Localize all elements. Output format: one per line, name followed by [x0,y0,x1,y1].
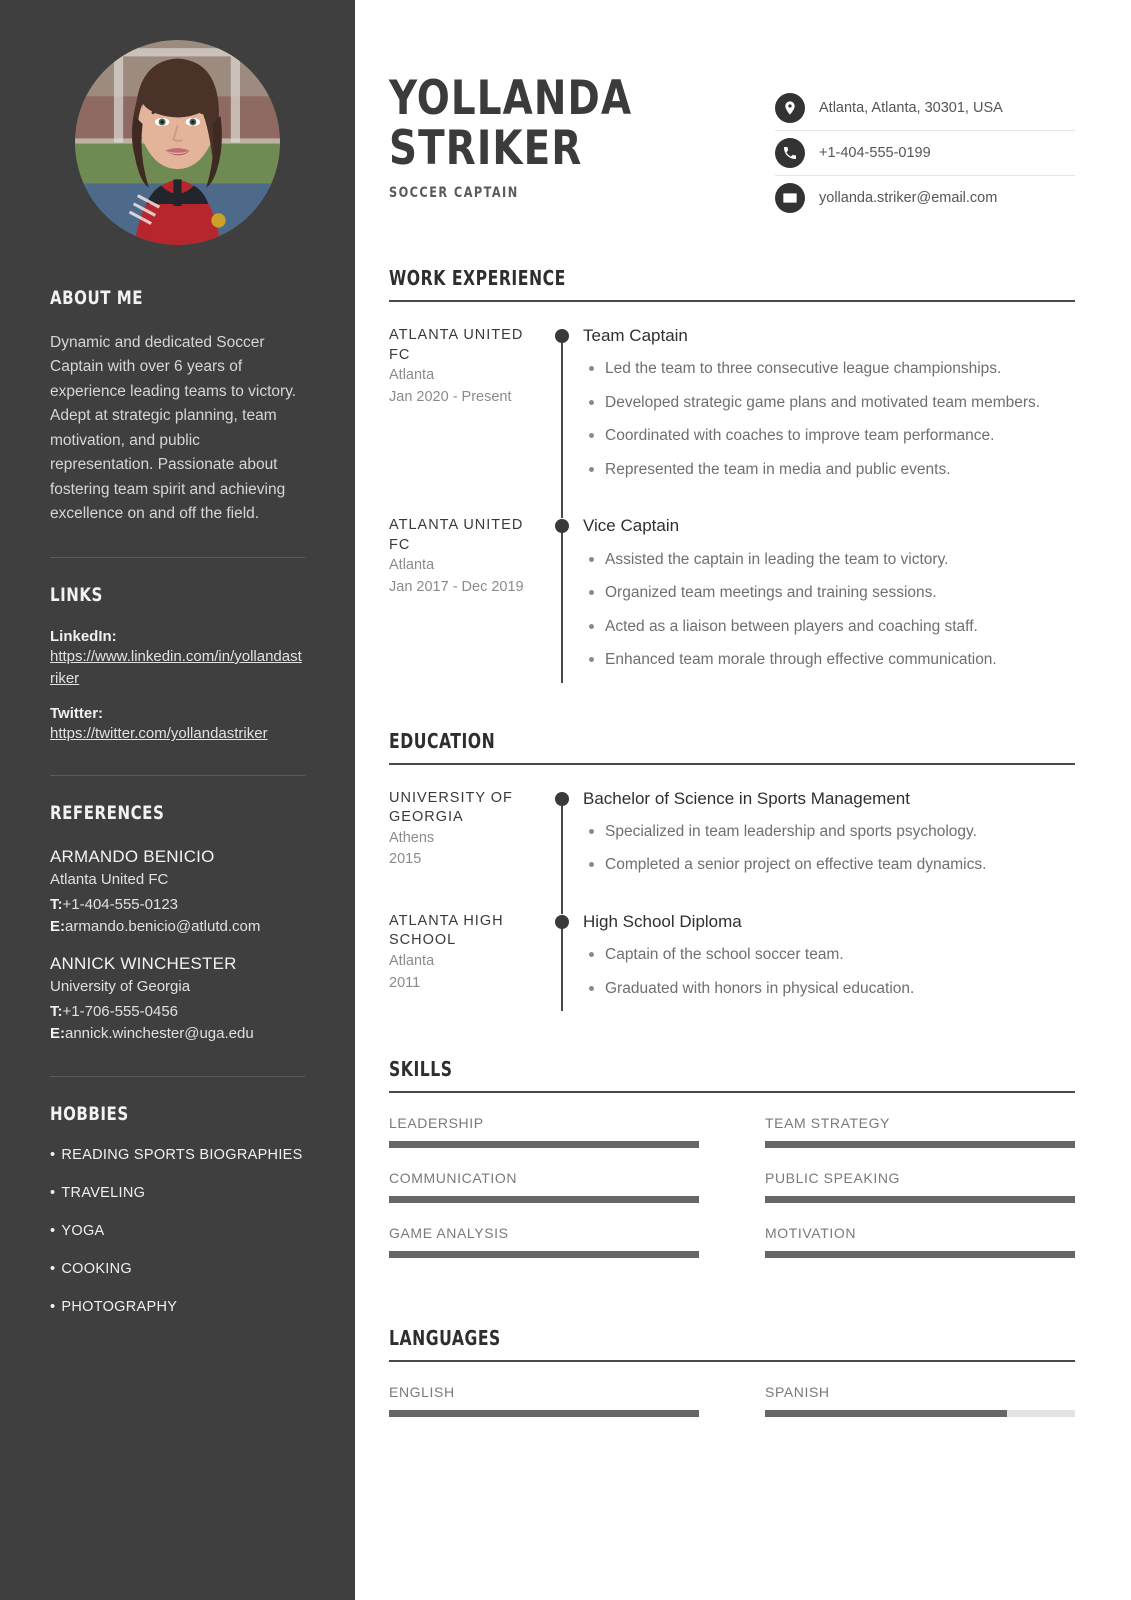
skill-fill [389,1141,699,1148]
education-entry [389,789,1075,888]
skill-fill [765,1141,1075,1148]
bullet-item: Represented the team in media and public events. [583,459,1075,481]
email-value: armando.benicio@atlutd.com [65,918,261,936]
hobby-label: YOGA [61,1222,105,1239]
divider [50,1076,305,1077]
link-item-linkedin [50,628,305,690]
hobby-label: COOKING [61,1260,132,1277]
email-label: E: [50,1025,65,1042]
hobby-item [50,1261,305,1277]
location-pin-icon [775,93,805,123]
hobby-item [50,1185,305,1201]
hobby-item [50,1147,305,1163]
about-text: Dynamic and dedicated Soccer Captain with over 6 years of experience leading teams to victory. Adept at strategic planning, team motivation, and public representation. Passionate about fostering team spirit and achieving excellence on and off the field. [50,334,297,523]
bullet-icon: • [50,1146,56,1163]
reference-org: University of Georgia [50,977,191,995]
last-name: STRIKER [389,121,583,177]
link-label: Twitter: [50,705,104,723]
bullet-item: Completed a senior project on effective team dynamics. [583,854,1075,876]
main-content [355,0,1131,1600]
education-org: ATLANTA HIGH SCHOOL [389,912,504,949]
work-entry-meta [389,516,549,682]
education-dates: 2015 [389,851,422,868]
work-org: ATLANTA UNITED FC [389,517,524,553]
resume-header [389,71,1075,220]
skill-track [765,1141,1075,1148]
languages-grid [389,1384,1075,1439]
phone-value: +1-404-555-0123 [62,895,179,913]
education-entry [389,912,1075,1011]
bullet-item: Acted as a liaison between players and coaching staff. [583,616,1075,638]
skill-track [765,1251,1075,1258]
divider [50,775,305,776]
reference-org: Atlanta United FC [50,871,169,889]
education-entry-body [577,789,1075,888]
language-track [389,1410,699,1417]
language-item [765,1384,1075,1417]
language-fill [389,1410,699,1417]
work-location: Atlanta [389,557,435,574]
phone-value: +1-706-555-0456 [62,1002,179,1020]
reference-name: ANNICK WINCHESTER [50,953,237,973]
bullet-icon: • [50,1298,56,1315]
skill-fill [765,1196,1075,1203]
work-bullets [583,549,1075,672]
hobby-item [50,1299,305,1315]
bullet-item: Organized team meetings and training sessions. [583,582,1075,604]
language-fill [765,1410,1007,1417]
hobby-label: PHOTOGRAPHY [61,1298,178,1315]
skill-label: COMMUNICATION [389,1170,518,1187]
education-title: Bachelor of Science in Sports Management [583,788,910,808]
skill-track [765,1196,1075,1203]
skill-label: TEAM STRATEGY [765,1115,890,1132]
about-heading: ABOUT ME [50,287,144,309]
bullet-item: Developed strategic game plans and motivated team members. [583,392,1075,414]
work-bullets [583,358,1075,481]
reference-phone [50,894,305,917]
timeline-line [561,334,563,518]
education-dates: 2011 [389,974,421,991]
section-rule [389,763,1075,765]
languages-section [389,1326,1075,1439]
skill-fill [389,1251,699,1258]
contact-phone [775,131,1075,176]
languages-heading: LANGUAGES [389,1326,501,1351]
skill-track [389,1141,699,1148]
bullet-item: Coordinated with coaches to improve team performance. [583,425,1075,447]
education-bullets [583,944,1075,1000]
reference-phone [50,1001,305,1024]
language-label: ENGLISH [389,1384,455,1401]
skill-label: PUBLIC SPEAKING [765,1170,901,1187]
avatar [75,40,280,245]
reference-email [50,1023,305,1046]
contact-address [775,86,1075,131]
education-location: Athens [389,829,435,846]
page-title [389,71,633,177]
work-entry-body [577,326,1075,492]
timeline-rail [549,912,577,1011]
portrait-photo-icon [75,40,280,245]
timeline-line [561,524,563,682]
skill-fill [389,1196,699,1203]
education-entry-meta [389,912,549,1011]
bullet-item: Captain of the school soccer team. [583,944,1075,966]
timeline-rail [549,326,577,492]
skill-item [389,1225,699,1258]
reference-item [50,953,305,1046]
education-title: High School Diploma [583,911,742,931]
education-bullets [583,821,1075,877]
envelope-icon [775,183,805,213]
timeline-dot-icon [555,792,569,806]
timeline-rail [549,516,577,682]
work-location: Atlanta [389,367,435,384]
link-item-twitter [50,705,305,745]
work-experience-heading: WORK EXPERIENCE [389,266,566,290]
skill-label: MOTIVATION [765,1225,857,1242]
phone-label: T: [50,895,63,913]
section-rule [389,300,1075,302]
skills-grid [389,1115,1075,1280]
bullet-item: Specialized in team leadership and sports psychology. [583,821,1075,843]
link-label: LinkedIn: [50,627,117,645]
phone-icon [775,138,805,168]
bullet-icon: • [50,1184,56,1201]
education-org: UNIVERSITY OF GEORGIA [389,789,513,826]
skill-item [389,1170,699,1203]
bullet-icon: • [50,1260,56,1277]
references-heading: REFERENCES [50,802,165,825]
work-title: Vice Captain [583,516,680,536]
work-entry-meta [389,326,549,492]
education-entry-meta [389,789,549,888]
timeline-line [561,797,563,914]
sidebar [0,0,355,1600]
skill-item [389,1115,699,1148]
education-entry-body [577,912,1075,1011]
skill-item [765,1225,1075,1258]
skill-track [389,1251,699,1258]
first-name: YOLLANDA [389,71,633,126]
skill-item [765,1170,1075,1203]
bullet-item: Assisted the captain in leading the team to victory. [583,549,1075,571]
email-label: E: [50,918,65,936]
name-block [389,71,653,201]
language-item [389,1384,699,1417]
reference-item [50,846,305,939]
hobby-label: TRAVELING [61,1184,146,1201]
phone-label: T: [50,1002,63,1020]
contact-address-text: Atlanta, Atlanta, 30301, USA [819,100,1003,116]
link-url-linkedin[interactable]: https://www.linkedin.com/in/yollandastriker [50,647,302,687]
skill-item [765,1115,1075,1148]
timeline-dot-icon [555,329,569,343]
education-location: Atlanta [389,952,435,969]
bullet-item: Graduated with honors in physical education. [583,978,1075,1000]
work-title: Team Captain [583,326,688,345]
skill-track [389,1196,699,1203]
work-entry-body [577,516,1075,682]
language-track [765,1410,1075,1417]
contact-email [775,176,1075,220]
email-value: annick.winchester@uga.edu [65,1025,254,1042]
work-dates: Jan 2017 - Dec 2019 [389,579,524,596]
work-entry [389,516,1075,682]
bullet-item: Enhanced team morale through effective communication. [583,649,1075,671]
work-org: ATLANTA UNITED FC [389,327,524,363]
job-role: SOCCER CAPTAIN [389,184,519,201]
links-heading: LINKS [50,583,103,606]
work-entry [389,326,1075,492]
contact-phone-text: +1-404-555-0199 [819,145,931,161]
skill-label: LEADERSHIP [389,1115,484,1132]
work-dates: Jan 2020 - Present [389,388,512,405]
work-experience-section [389,266,1075,683]
education-section [389,729,1075,1012]
section-rule [389,1091,1075,1093]
skill-fill [765,1251,1075,1258]
bullet-item: Led the team to three consecutive league championships. [583,358,1075,380]
section-rule [389,1360,1075,1362]
education-heading: EDUCATION [389,728,496,753]
contact-email-text: yollanda.striker@email.com [819,190,998,206]
reference-email [50,916,305,939]
hobbies-heading: HOBBIES [50,1102,129,1125]
skill-label: GAME ANALYSIS [389,1225,509,1242]
hobby-item [50,1223,305,1239]
language-label: SPANISH [765,1384,830,1401]
skills-heading: SKILLS [389,1057,453,1082]
timeline-dot-icon [555,915,569,929]
contact-list [775,74,1075,220]
reference-name: ARMANDO BENICIO [50,847,215,867]
skills-section [389,1057,1075,1280]
divider [50,557,305,558]
avatar-container [50,40,305,245]
hobby-label: READING SPORTS BIOGRAPHIES [61,1146,303,1163]
bullet-icon: • [50,1222,56,1239]
timeline-line [561,920,563,1011]
link-url-twitter[interactable]: https://twitter.com/yollandastriker [50,725,268,743]
timeline-rail [549,789,577,888]
timeline-dot-icon [555,519,569,533]
